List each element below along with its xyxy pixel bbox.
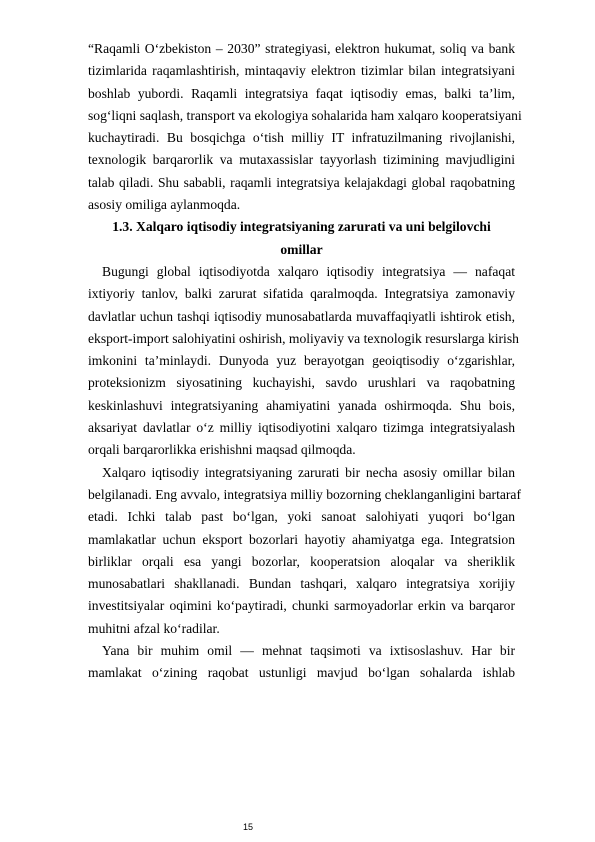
text-line: Xalqaro iqtisodiy integratsiyaning zarurati bir necha asosiy omillar bilan [102,464,515,480]
text-line: kuchaytiradi. Bu bosqichga o‘tish milliy IT infratuzilmaning rivojlanishi, [88,130,515,146]
paragraph-3 [88,462,521,640]
text-line: investitsiyalar oqimini ko‘paytiradi, chunki sarmoyadorlar erkin va barqaror [88,598,515,614]
text-line: muhitni afzal ko‘radilar. [88,620,220,636]
text-line: texnologik barqarorlik va mutaxassislar tayyorlash tizimining mavjudligini [88,152,515,168]
text-line: mamlakatlar uchun eksport bozorlari hayotiy ahamiyatga ega. Integratsion [88,531,515,547]
text-line: asosiy omiliga aylanmoqda. [88,197,241,213]
text-line: belgilanadi. Eng avvalo, integratsiya milliy bozorning cheklanganligini bartaraf [88,486,521,502]
text-line: sog‘liqni saqlash, transport va ekologiya sohalarida ham xalqaro kooperatsiyani [88,107,522,123]
text-line: davlatlar uchun tashqi iqtisodiy munosabatlarda muvaffaqiyatli ishtirok etish, [88,308,515,324]
text-line: boshlab yubordi. Raqamli integratsiya faqat iqtisodiy emas, balki ta’lim, [88,85,515,101]
text-line: munosabatlari shakllanadi. Bundan tashqari, xalqaro integratsiya xorijiy [88,576,515,592]
paragraph-4 [88,640,515,685]
text-line: proteksionizm siyosatining kuchayishi, savdo urushlari va raqobatning [88,375,515,391]
text-line: Yana bir muhim omil — mehnat taqsimoti va ixtisoslashuv. Har bir [102,643,515,659]
text-line: “Raqamli O‘zbekiston – 2030” strategiyasi, elektron hukumat, soliq va bank [88,41,515,56]
page-number: 15 [243,822,254,832]
section-heading-line2: omillar [280,241,323,257]
text-line: eksport-import salohiyatini oshirish, moliyaviy va texnologik resurslarga kirish [88,330,519,346]
text-line: etadi. Ichki talab past bo‘lgan, yoki sanoat salohiyati yuqori bo‘lgan [88,509,515,525]
section-heading-line1: 1.3. Xalqaro iqtisodiy integratsiyaning zarurati va uni belgilovchi [112,219,491,235]
document-page [88,38,522,685]
text-line: aksariyat davlatlar o‘z milliy iqtisodiyotini xalqaro tizimga integratsiyalash [88,420,515,436]
text-line: imkonini ta’minlaydi. Dunyoda yuz berayotgan geoiqtisodiy o‘zgarishlar, [88,353,515,369]
text-line: birliklar orqali esa yangi bozorlar, kooperatsion aloqalar va sheriklik [88,553,515,569]
text-line: Bugungi global iqtisodiyotda xalqaro iqtisodiy integratsiya — nafaqat [102,263,515,279]
text-line: orqali barqarorlikka erishishni maqsad qilmoqda. [88,442,356,458]
text-line: talab qiladi. Shu sababli, raqamli integratsiya kelajakdagi global raqobatning [88,174,515,190]
text-line: tizimlarida raqamlashtirish, mintaqaviy elektron tizimlar bilan integratsiyani [88,63,515,79]
text-line: keskinlashuvi integratsiyaning ahamiyatini yanada oshirmoqda. Shu bois, [88,397,515,413]
text-line: ixtiyoriy tanlov, balki zarurat sifatida qaralmoqda. Integratsiya zamonaviy [88,286,515,302]
intro-paragraph [88,38,522,216]
text-line: mamlakat o‘zining raqobat ustunligi mavjud bo‘lgan sohalarda ishlab [88,665,515,681]
paragraph-2 [88,261,519,462]
section-heading [88,216,515,261]
